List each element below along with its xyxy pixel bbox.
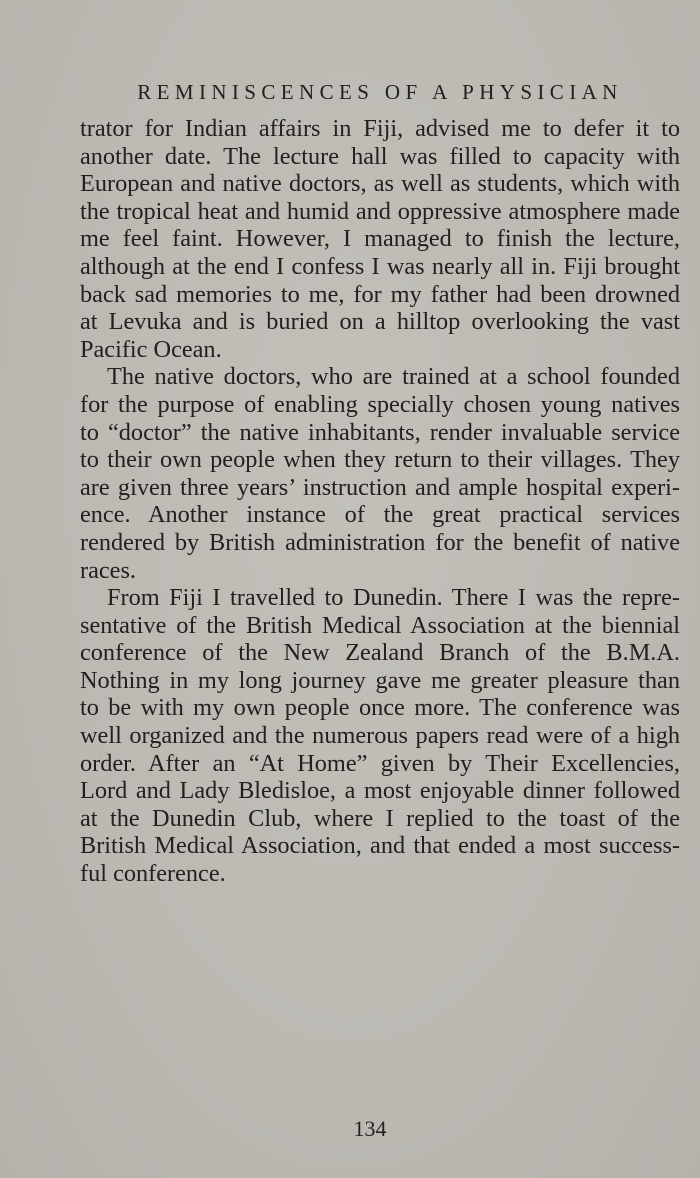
text-line: at the Dunedin Club, where I replied to the toast of the bbox=[80, 804, 680, 832]
text-line: another date. The lecture hall was filled to capacity with bbox=[80, 142, 680, 170]
text-line: order. After an “At Home” given by Their Excellencies, bbox=[80, 749, 680, 777]
text-line: back sad memories to me, for my father had been drowned bbox=[80, 280, 680, 308]
text-line: to be with my own people once more. The conference was bbox=[80, 694, 680, 722]
paragraph-2 bbox=[80, 363, 680, 584]
text-line: The native doctors, who are trained at a school founded bbox=[107, 363, 680, 391]
running-head: REMINISCENCES OF A PHYSICIAN bbox=[137, 80, 623, 104]
text-line: Pacific Ocean. bbox=[80, 335, 222, 363]
text-line: Lord and Lady Bledisloe, a most enjoyable dinner followed bbox=[80, 777, 680, 805]
text-line: trator for Indian affairs in Fiji, advised me to defer it to bbox=[80, 115, 680, 142]
text-line: From Fiji I travelled to Dunedin. There I was the repre- bbox=[107, 584, 680, 612]
text-line: the tropical heat and humid and oppressive atmosphere made bbox=[80, 197, 680, 225]
paragraph-3 bbox=[80, 584, 680, 888]
text-line: rendered by British administration for the benefit of native bbox=[80, 528, 680, 556]
text-line: well organized and the numerous papers read were of a high bbox=[80, 722, 680, 750]
text-line: at Levuka and is buried on a hilltop overlooking the vast bbox=[80, 308, 680, 336]
text-line: for the purpose of enabling specially chosen young natives bbox=[80, 390, 680, 418]
text-line: ence. Another instance of the great practical services bbox=[80, 501, 680, 529]
text-line: races. bbox=[80, 556, 136, 584]
text-line: ful conference. bbox=[80, 860, 226, 888]
paragraph-1 bbox=[80, 115, 680, 363]
text-line: European and native doctors, as well as students, which with bbox=[80, 170, 680, 198]
text-line: me feel faint. However, I managed to finish the lecture, bbox=[80, 225, 680, 253]
text-line: to “doctor” the native inhabitants, render invaluable service bbox=[80, 418, 680, 446]
text-line: are given three years’ instruction and ample hospital experi- bbox=[80, 473, 680, 501]
text-line: sentative of the British Medical Association at the biennial bbox=[80, 611, 680, 639]
text-line: Nothing in my long journey gave me greater pleasure than bbox=[80, 666, 680, 694]
page-number: 134 bbox=[353, 1116, 387, 1141]
text-line: British Medical Association, and that ended a most success- bbox=[80, 832, 680, 860]
body-text bbox=[80, 115, 680, 888]
text-line: conference of the New Zealand Branch of the B.M.A. bbox=[80, 639, 680, 667]
text-line: although at the end I confess I was nearly all in. Fiji brought bbox=[80, 252, 680, 280]
text-line: to their own people when they return to their villages. They bbox=[80, 446, 680, 474]
